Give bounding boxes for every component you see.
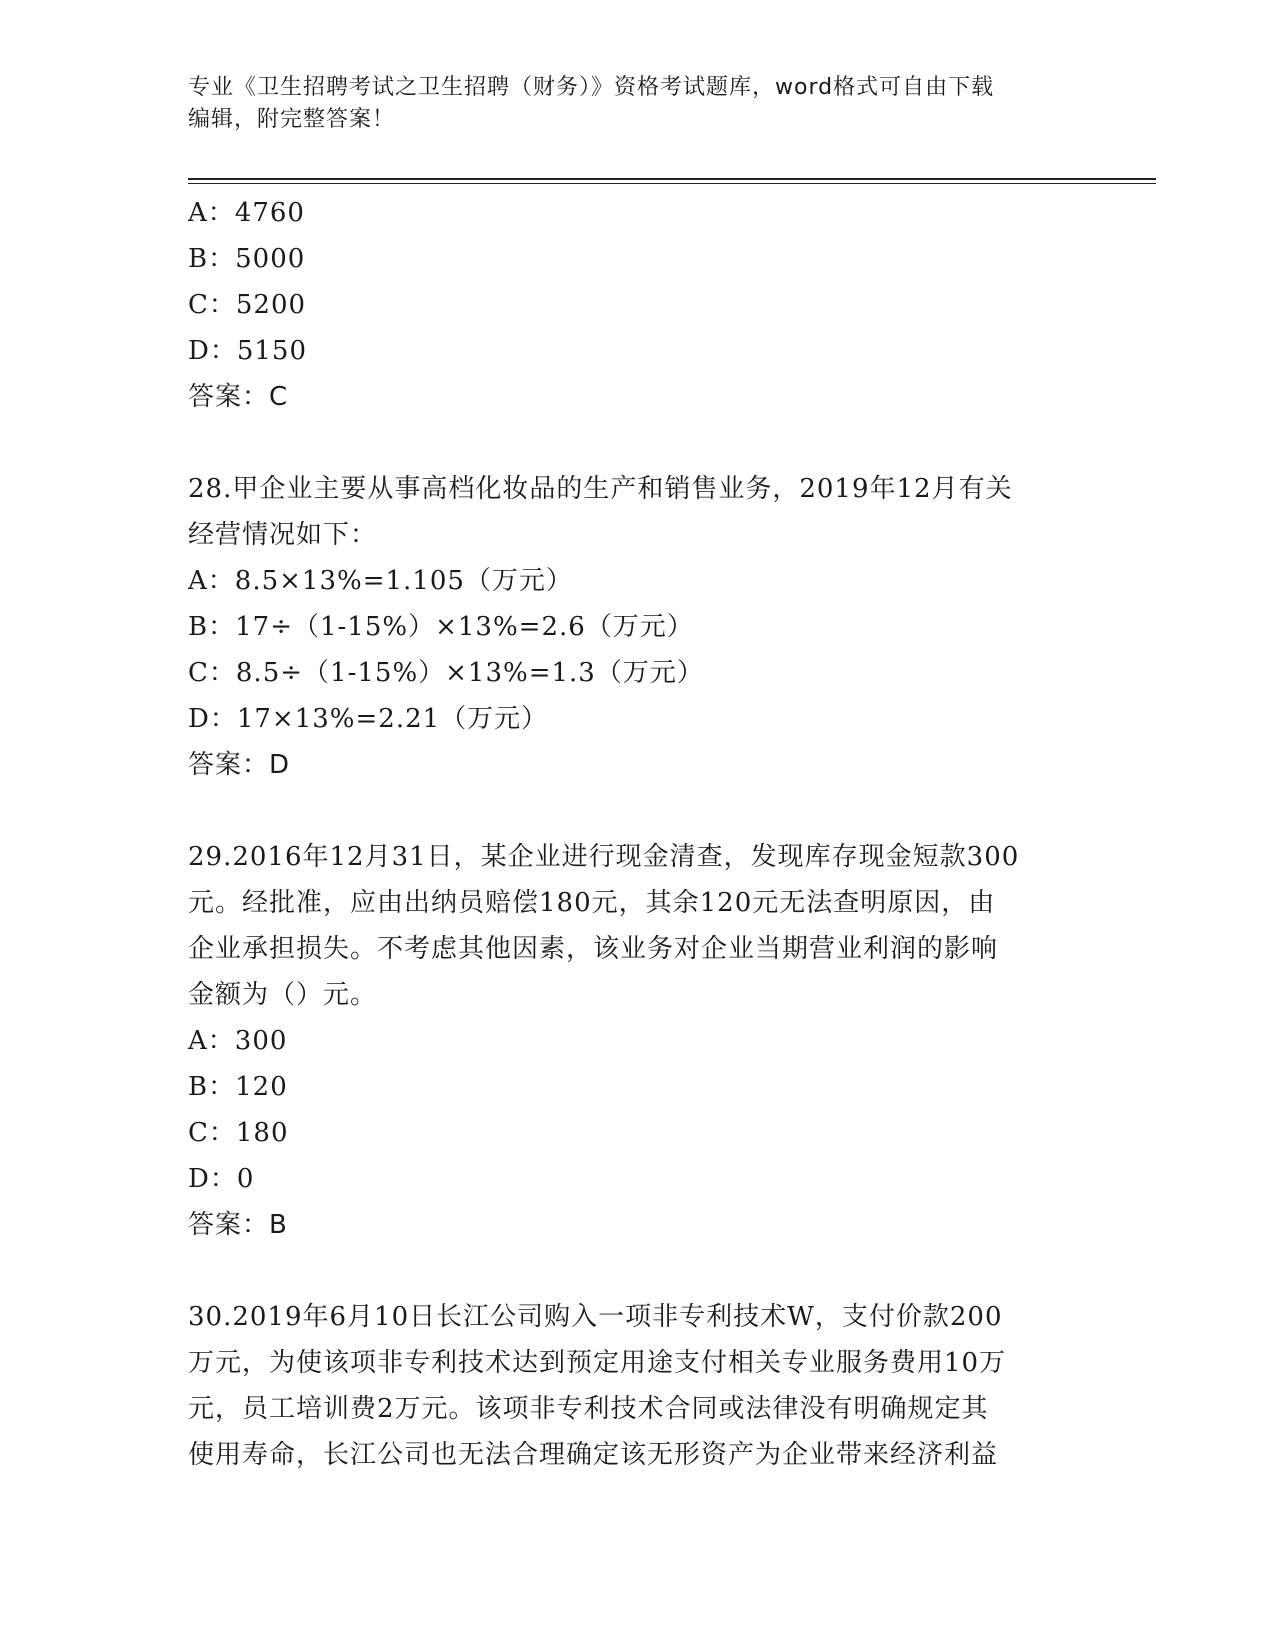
answer: 答案：B	[188, 1210, 288, 1240]
answer: 答案：C	[188, 382, 289, 412]
option-d: D：5150	[188, 336, 308, 366]
question-stem-line: 金额为（）元。	[188, 980, 378, 1010]
question-stem-line: 企业承担损失。不考虑其他因素，该业务对企业当期营业利润的影响	[188, 934, 999, 964]
option-c: C：5200	[188, 290, 307, 320]
question-stem-line: 30.2019年6月10日长江公司购入一项非专利技术W，支付价款200	[188, 1302, 1003, 1332]
question-27	[188, 190, 1088, 420]
spacer	[188, 788, 1088, 834]
question-stem-line: 28.甲企业主要从事高档化妆品的生产和销售业务，2019年12月有关	[188, 474, 1013, 504]
header-line-1: 专业《卫生招聘考试之卫生招聘（财务）》资格考试题库，word格式可自由下载	[188, 75, 995, 100]
header-rule-thick	[188, 178, 1156, 180]
question-stem-line: 元，员工培训费2万元。该项非专利技术合同或法律没有明确规定其	[188, 1394, 989, 1424]
option-d: D：17×13%=2.21（万元）	[188, 704, 549, 734]
question-stem-line: 使用寿命，长江公司也无法合理确定该无形资产为企业带来经济利益	[188, 1440, 999, 1470]
document-header	[188, 72, 1088, 136]
question-stem-line: 经营情况如下：	[188, 520, 378, 550]
option-c: C：180	[188, 1118, 289, 1148]
option-b: B：5000	[188, 244, 306, 274]
option-b: B：17÷（1-15%）×13%=2.6（万元）	[188, 612, 694, 642]
option-a: A：8.5×13%=1.105（万元）	[188, 566, 573, 596]
option-a: A：4760	[188, 198, 305, 228]
question-28	[188, 466, 1088, 788]
option-b: B：120	[188, 1072, 288, 1102]
option-d: D：0	[188, 1164, 255, 1194]
question-29	[188, 834, 1088, 1248]
answer: 答案：D	[188, 750, 291, 780]
header-line-2: 编辑，附完整答案！	[188, 107, 396, 132]
header-rule-thin	[188, 183, 1156, 184]
option-a: A：300	[188, 1026, 288, 1056]
spacer	[188, 420, 1088, 466]
question-stem-line: 元。经批准，应由出纳员赔偿180元，其余120元无法查明原因，由	[188, 888, 996, 918]
option-c: C：8.5÷（1-15%）×13%=1.3（万元）	[188, 658, 704, 688]
question-stem-line: 29.2016年12月31日，某企业进行现金清查，发现库存现金短款300	[188, 842, 1020, 872]
question-stem-line: 万元，为使该项非专利技术达到预定用途支付相关专业服务费用10万	[188, 1348, 1007, 1378]
spacer	[188, 1248, 1088, 1294]
document-body	[188, 190, 1088, 1478]
question-30	[188, 1294, 1088, 1478]
